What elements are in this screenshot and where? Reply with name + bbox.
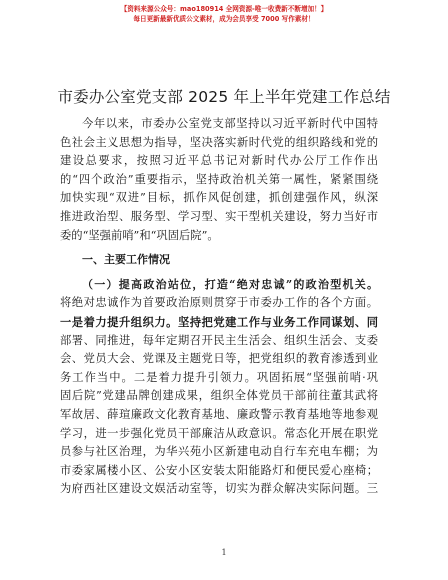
paragraph-2-line-bold: 一是着力提升组织力。坚持把党建工作与业务工作同谋划、同: [60, 314, 378, 329]
paragraph-1-line: 今年以来，市委办公室党支部坚持以习近平新时代中国特: [82, 117, 378, 130]
paragraph-2-line: 学习，进一步强化党员干部廉洁从政意识。常态化开展在职党: [60, 426, 378, 440]
paragraph-1-line: 推进政治型、服务型、学习型、实干型机关建设，努力当好市: [60, 209, 378, 223]
paragraph-1-line: 色社会主义思想为指导，坚决落实新时代党的组织路线和党的: [60, 135, 378, 149]
document-title: 市委办公室党支部 2025 年上半年党建工作总结: [57, 88, 391, 106]
section-heading: 一、主要工作情况: [82, 253, 170, 267]
promo-banner: [0, 4, 448, 24]
paragraph-1-line: 的“四个政治”重要指示，坚持政治机关第一属性，紧紧围绕: [60, 172, 378, 186]
subsection-heading: （一）提高政治站位，打造“绝对忠诚”的政治型机关。: [82, 277, 378, 291]
promo-banner-line-1: 【资料来源公众号：mao180914 全网资源-唯一收费新不断增加！】: [120, 5, 328, 13]
page-number: 1: [221, 548, 227, 557]
promo-banner-line-2: 每日更新最新优质公文素材，成为会员享受 7000 写作素材！: [133, 15, 315, 23]
document-body: [60, 115, 378, 499]
paragraph-2-line: 市委家属楼小区、公安小区安装太阳能路灯和便民爱心座椅；: [60, 463, 378, 477]
paragraph-2-line: 为府西社区建设文娱活动室等，切实为群众解决实际问题。三: [60, 482, 378, 496]
paragraph-2-line: 固后院”党建品牌创建成果，组织全体党员干部前往董其武将: [60, 389, 378, 403]
paragraph-2-line: 部署、同推进，每年定期召开民主生活会、组织生活会、支委: [60, 333, 378, 347]
paragraph-2-line: 将绝对忠诚作为首要政治原则贯穿于市委办工作的各个方面。: [60, 296, 378, 310]
paragraph-1-line: 加快实现“双进”目标，抓作风促创建，抓创建强作风，纵深: [60, 191, 378, 205]
paragraph-2-line: 军故居、薛瑄廉政文化教育基地、廉政警示教育基地等地参观: [60, 407, 378, 421]
paragraph-1-line: 委的“坚强前哨”和“巩固后院”。: [60, 228, 219, 242]
paragraph-2-line: 员参与社区治理，为华兴苑小区新建电动自行车充电车棚；为: [60, 445, 378, 459]
paragraph-2-line: 务工作当中。二是着力提升引领力。巩固拓展“坚强前哨·巩: [60, 370, 378, 384]
paragraph-2-line: 会、党员大会、党课及主题党日等，把党组织的教育渗透到业: [60, 352, 378, 366]
paragraph-1-line: 建设总要求，按照习近平总书记对新时代办公厅工作作出: [60, 154, 378, 168]
